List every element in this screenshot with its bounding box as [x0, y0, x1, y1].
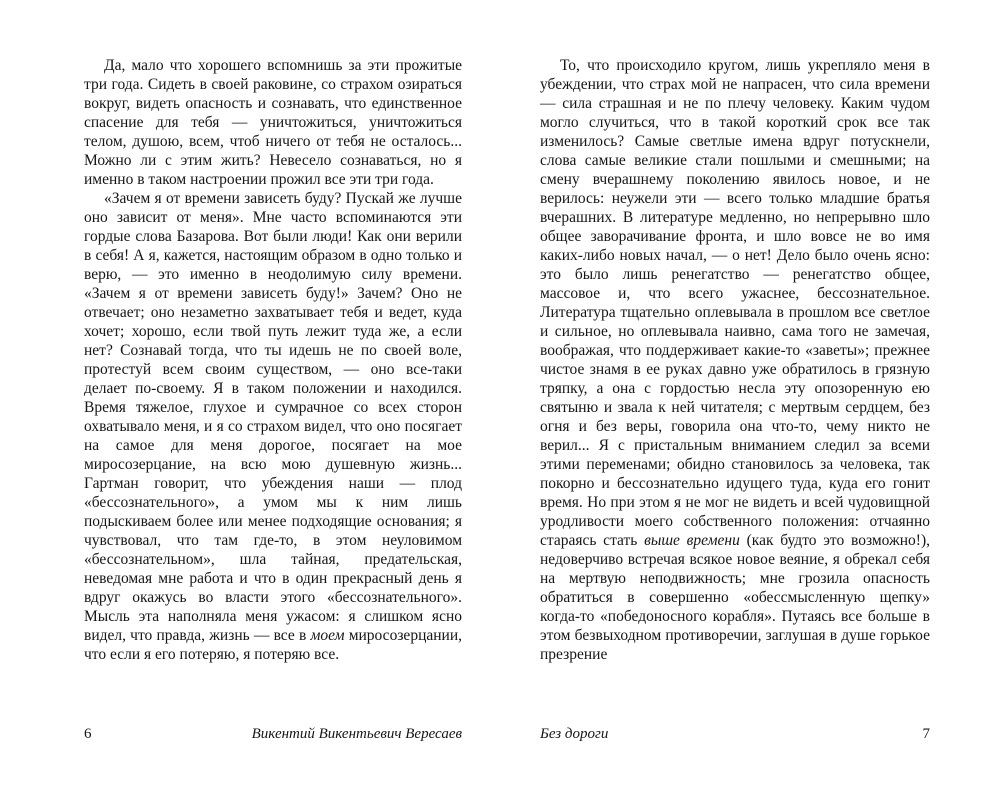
page-number-right: 7: [922, 726, 930, 742]
page-right-text: [540, 56, 930, 664]
page-left-footer: [84, 726, 462, 743]
text-run: «Зачем я от времени зависеть буду? Пускай же лучше оно зависит от меня». Мне часто вспоминаются эти гордые слова Базарова. Вот были люди! Как они верили в себя! А я, кажется, настоящим образом в одно только и верю, — это именно в неодолимую силу времени. «Зачем я от времени зависеть буду!» Зачем? Оно не отвечает; оно незаметно захватывает тебя и ведет, куда хочет; хорошо, если твой путь лежит туда же, а если нет? Сознавай тогда, что ты идешь не по своей воле, протестуй всем своим существом, — оно все-таки делает по-своему. Я в таком положении и находился. Время тяжелое, глухое и сумрачное со всех сторон охватывало меня, и я со страхом видел, что оно посягает на самое для меня дорогое, посягает на мое миросозерцание, на всю мою душевную жизнь... Гартман говорит, что убеждения наши — плод «бессознательного», а умом мы к ним лишь подыскиваем более или менее подходящие основания; я чувствовал, что там где-то, в этом неуловимом «бессознательном», шла тайная, предательская, неведомая мне работа и что в один прекрасный день я вдруг окажусь во власти этого «бессознательного». Мысль эта наполняла меня ужасом: я слишком ясно видел, что правда, жизнь — все в: [84, 190, 462, 644]
page-left-text: [84, 56, 462, 664]
running-title-book: Без дороги: [540, 726, 609, 742]
text-run: (как будто это возможно!), недоверчиво встречая всякое новое веяние, я обрекал себя на мертвую неподвижность; мне грозила опасность обратиться в совершенно «обессмысленную щепку» когда-то «победоносного корабля». Путаясь все больше в этом безвыходном противоречии, заглушая в душе горькое презрение: [540, 532, 930, 663]
text-run: миросозерцании, что если я его потеряю, я потеряю все.: [84, 627, 463, 663]
page-right-footer: [540, 726, 930, 743]
text-run: Да, мало что хорошего вспомнишь за эти прожитые три года. Сидеть в своей раковине, со страхом озираться вокруг, видеть опасность и сознавать, что единственное спасение для тебя — уничтожиться, уничтожиться телом, душою, всем, чтоб ничего от тебя не осталось... Можно ли с этим жить? Невесело сознаваться, но я именно в таком настроении прожил все эти три года.: [84, 57, 462, 188]
running-title-author: Викентий Викентьевич Вересаев: [251, 726, 462, 742]
paragraph: [84, 189, 462, 664]
italic-run: выше времени: [644, 532, 740, 549]
paragraph: [540, 56, 930, 664]
page-right: [500, 0, 1000, 809]
italic-run: моем: [310, 627, 345, 644]
page-number-left: 6: [84, 726, 92, 742]
text-run: То, что происходило кругом, лишь укрепляло меня в убеждении, что страх мой не напрасен, что сила времени — сила страшная и не по плечу человеку. Каким чудом могло случиться, что в такой короткий срок все так изменилось? Самые светлые имена вдруг потускнели, слова самые великие стали пошлыми и смешными; на смену вчерашнему поколению явилось новое, и не верилось: неужели эти — всего только младшие братья вчерашних. В литературе медленно, но непрерывно шло общее заворачивание фронта, и шло вовсе не во имя каких-либо новых начал, — о нет! Дело было очень ясно: это было лишь ренегатство — ренегатство общее, массовое и, что всего ужаснее, бессознательное. Литература тщательно оплевывала в прошлом все светлое и сильное, но оплевывала наивно, сама того не замечая, воображая, что поддерживает какие-то «заветы»; прежнее чистое знамя в ее руках давно уже обратилось в грязную тряпку, а она с гордостью несла эту опозоренную ею святыню и звала к ней читателя; с мертвым сердцем, без огня и без веры, говорила она что-то, чему никто не верил... Я с пристальным вниманием следил за всеми этими переменами; обидно становилось за человека, так покорно и бессознательно идущего туда, куда его гонит время. Но при этом я не мог не видеть и всей чудовищной уродливости моего собственного положения: отчаянно стараясь стать: [540, 57, 930, 549]
paragraph: [84, 56, 462, 189]
